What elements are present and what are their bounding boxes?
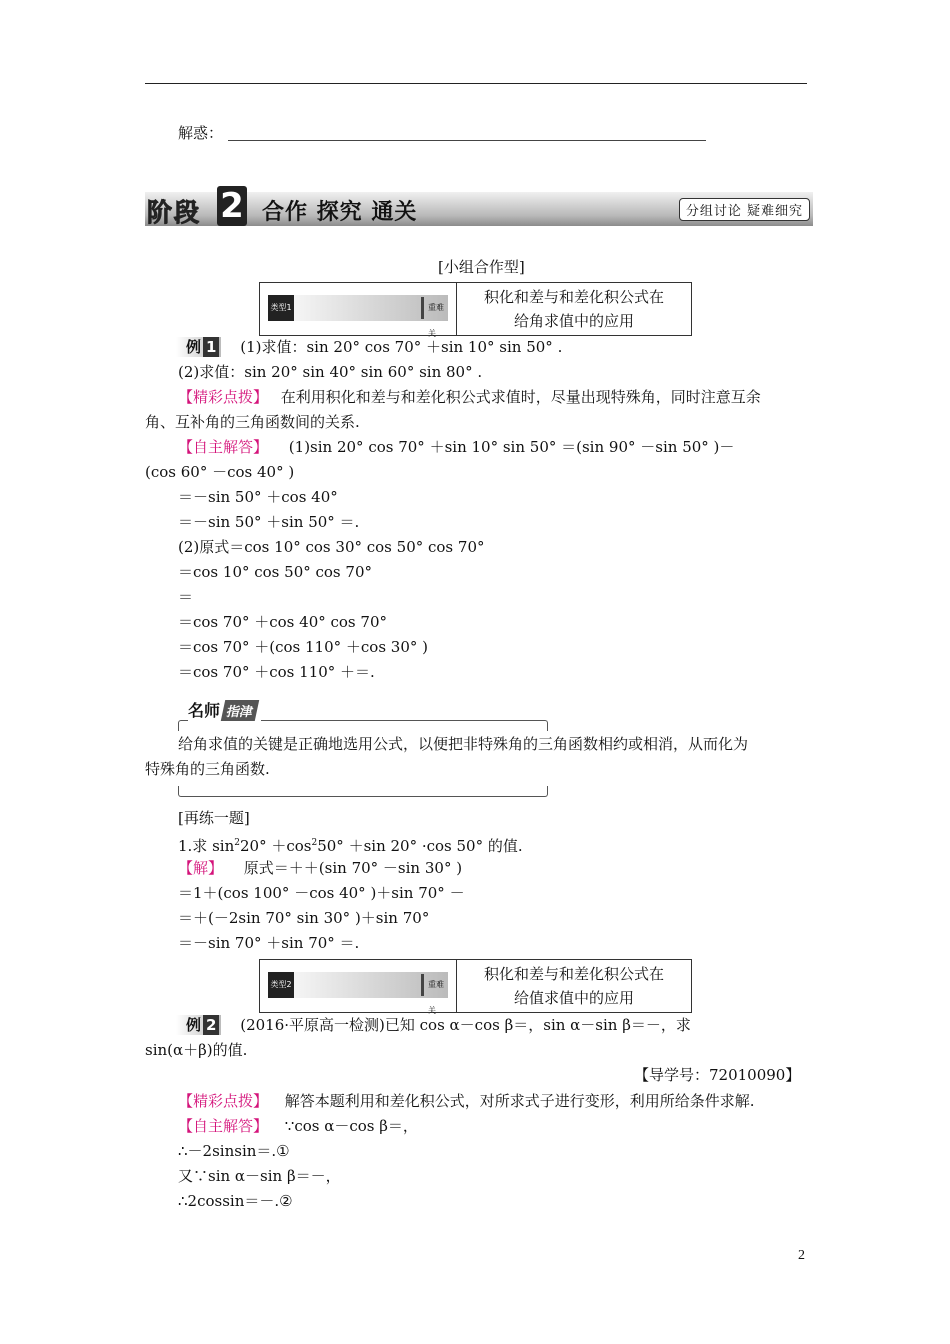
type2-title-line1: 积化和差与和差化积公式在: [483, 965, 664, 983]
example1-sol-line7: ＝: [178, 588, 194, 606]
practice-q-mid: 20° ＋cos: [239, 837, 312, 855]
type1-separator: [421, 297, 424, 319]
type1-title-line1: 积化和差与和差化积公式在: [483, 288, 664, 306]
type2-title: [457, 960, 691, 1014]
type1-bar: [268, 295, 448, 338]
example2-sol-line1: ∵cos α－cos β＝，: [284, 1117, 418, 1135]
example1-tip-row: [178, 387, 761, 407]
stage-number: 2: [217, 186, 247, 226]
example1-sol-line8: ＝cos 70° ＋cos 40° cos 70°: [178, 613, 387, 631]
practice-q-sup2: 2: [311, 838, 318, 848]
practice-sol-row: [178, 858, 462, 878]
type2-separator: [421, 974, 424, 996]
example2-label: [176, 1015, 221, 1035]
example2-tip-label: 【精彩点拨】: [178, 1092, 269, 1110]
practice-sol-line2: ＝1＋(cos 100° －cos 40° )＋sin 70° －: [178, 884, 465, 902]
teacher-bracket-top: [178, 720, 548, 731]
example1-tip-line2: 角、互补角的三角函数间的关系.: [145, 413, 360, 431]
example1-sol-line1: (1)sin 20° cos 70° ＋sin 10° sin 50° ＝(sin 90° －sin 50° )－: [288, 438, 735, 456]
type1-title: [457, 283, 691, 337]
example1-sol-line10: ＝cos 70° ＋cos 110° ＋＝.: [178, 663, 375, 681]
practice-q-prefix: 1.求 sin: [178, 837, 235, 855]
teacher-badge: [188, 698, 261, 721]
type1-left: [260, 283, 457, 338]
group-type-label: [小组合作型]: [438, 258, 525, 276]
example2-tip-row: [178, 1091, 755, 1111]
stage-word: 阶段: [147, 198, 202, 227]
example2-sol-line3: 又∵sin α－sin β＝－，: [178, 1167, 341, 1185]
example2-label-text: 例: [186, 1016, 202, 1034]
page-number: 2: [798, 1248, 805, 1263]
type1-tag: 类型1: [268, 295, 294, 321]
example2-sol-line2: ∴－2sinsin＝.①: [178, 1142, 290, 1160]
example2-question-row: [176, 1015, 691, 1035]
type2-title-line2: 给值求值中的应用: [513, 989, 634, 1007]
teacher-badge-word: 指津: [221, 700, 259, 721]
teacher-bracket-bottom: [178, 786, 548, 797]
example1-sol-line6: ＝cos 10° cos 50° cos 70°: [178, 563, 372, 581]
type1-box: [259, 282, 692, 336]
example1-sol-line4: ＝－sin 50° ＋sin 50° ＝.: [178, 513, 360, 531]
teacher-line2: 特殊角的三角函数.: [145, 760, 270, 778]
example1-sol-line3: ＝－sin 50° ＋cos 40°: [178, 488, 338, 506]
example1-q1: (1)求值：sin 20° cos 70° ＋sin 10° sin 50° .: [240, 338, 563, 356]
example1-label: [176, 337, 221, 357]
practice-q-rest: 50° ＋sin 20° ·cos 50° 的值.: [317, 837, 523, 855]
practice-sol-line4: ＝－sin 70° ＋sin 70° ＝.: [178, 934, 360, 952]
example2-q-line1: (2016·平原高一检测)已知 cos α－cos β＝，sin α－sin β＝－，求: [240, 1016, 691, 1034]
teacher-line1: 给角求值的关键是正确地选用公式，以便把非特殊角的三角函数相约或相消，从而化为: [178, 735, 749, 753]
example2-sol-line4: ∴2cossin＝－.②: [178, 1192, 293, 1210]
type2-tag: 类型2: [268, 972, 294, 998]
example1-tip-label: 【精彩点拨】: [178, 388, 269, 406]
example1-label-text: 例: [186, 338, 202, 356]
example2-q-line2: sin(α＋β)的值.: [145, 1041, 248, 1059]
top-rule: [145, 83, 807, 84]
type2-box: [259, 959, 692, 1013]
example1-sol-line9: ＝cos 70° ＋(cos 110° ＋cos 30° ): [178, 638, 429, 656]
practice-sol-line1: 原式＝＋＋(sin 70° －sin 30° ): [243, 859, 463, 877]
example1-question1-row: [176, 337, 562, 357]
example2-number: 2: [203, 1015, 219, 1035]
example1-sol-row: [178, 437, 734, 457]
practice-question: [178, 833, 523, 856]
example2-sol-label: 【自主解答】: [178, 1117, 269, 1135]
example1-sol-label: 【自主解答】: [178, 438, 269, 456]
stage-title: 合作 探究 通关: [262, 199, 418, 225]
type1-title-line2: 给角求值中的应用: [513, 312, 634, 330]
practice-sol-label: 【解】: [178, 859, 224, 877]
type2-left: [260, 960, 457, 1015]
example1-sol-line5: (2)原式＝cos 10° cos 30° cos 50° cos 70°: [178, 538, 485, 556]
example1-number: 1: [203, 337, 219, 357]
example1-sol-line2: (cos 60° －cos 40° ): [145, 463, 295, 481]
example1-q2: (2)求值：sin 20° sin 40° sin 60° sin 80° .: [178, 363, 483, 381]
type2-level: 重难关: [428, 980, 444, 1015]
stage-tag: 分组讨论 疑难细究: [679, 198, 810, 221]
practice-label: [再练一题]: [178, 809, 250, 827]
example2-sol-row: [178, 1116, 418, 1136]
jiehuo-label: 解惑：: [178, 124, 224, 142]
example2-guide-number: 【导学号：72010090】: [634, 1066, 801, 1084]
practice-sol-line3: ＝＋(－2sin 70° sin 30° )＋sin 70°: [178, 909, 430, 927]
practice-q-sup1: 2: [234, 838, 240, 848]
type2-bar: [268, 972, 448, 1015]
example1-tip-line1: 在利用积化和差与和差化积公式求值时，尽量出现特殊角，同时注意互余: [280, 388, 761, 406]
teacher-label: 名师: [188, 701, 221, 720]
type1-level: 重难关: [428, 303, 444, 338]
jiehuo-blank-line: [228, 140, 706, 141]
example2-tip: 解答本题利用和差化积公式，对所求式子进行变形，利用所给条件求解.: [284, 1092, 755, 1110]
stage-banner: [145, 186, 813, 227]
